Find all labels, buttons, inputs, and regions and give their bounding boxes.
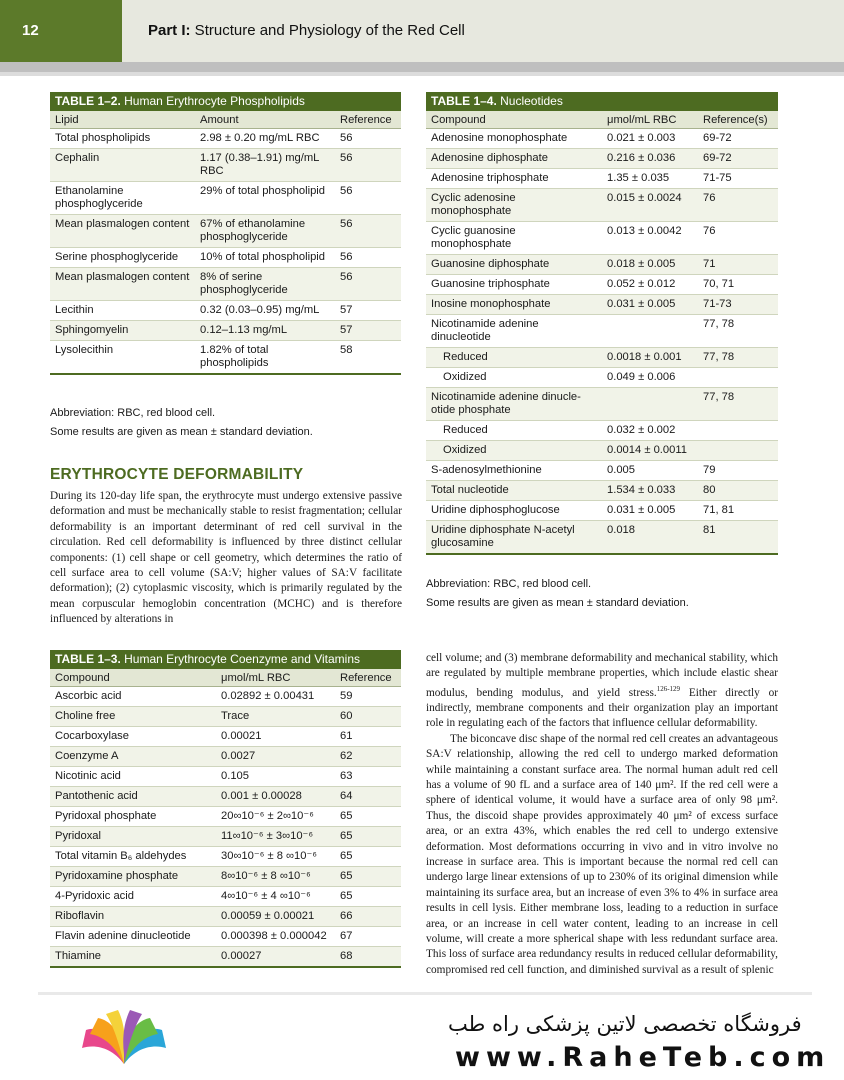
store-name: فروشگاه تخصصی لاتین پزشکی راه طب (448, 1012, 802, 1036)
row-label: Lysolecithin (50, 341, 195, 375)
row-label: Cocarboxylase (50, 727, 216, 747)
row-value: 0.031 ± 0.005 (602, 295, 698, 315)
table-row (426, 388, 778, 421)
row-label: Uridine diphosphoglucose (426, 501, 602, 521)
row-reference: 71-75 (698, 169, 778, 189)
row-value: 1.534 ± 0.033 (602, 481, 698, 501)
table-row (426, 315, 778, 348)
body-text-left (50, 489, 402, 628)
row-label: Cephalin (50, 149, 195, 182)
page-number-box (0, 0, 122, 62)
table-1-4-notes (426, 575, 689, 613)
page-edge (38, 992, 812, 995)
row-label: Mean plasmalogen content (50, 215, 195, 248)
row-label: Mean plasmalogen content (50, 268, 195, 301)
part-label: Part I: (148, 22, 191, 39)
row-label: Total phospholipids (50, 129, 195, 149)
row-value: 8% of serine phosphoglyceride (195, 268, 335, 301)
table-number: TABLE 1–3. (55, 652, 121, 666)
row-reference: 71, 81 (698, 501, 778, 521)
table-row (50, 887, 401, 907)
table-1-2-notes (50, 404, 313, 442)
body-text-right (426, 651, 778, 992)
row-value: 0.018 (602, 521, 698, 555)
row-label: Reduced (426, 421, 602, 441)
column-header: Reference (335, 111, 401, 129)
row-value (602, 388, 698, 421)
row-label: Ethanolamine phosphoglyceride (50, 182, 195, 215)
row-value: 0.049 ± 0.006 (602, 368, 698, 388)
table-header-row (50, 669, 401, 687)
row-value: 0.001 ± 0.00028 (216, 787, 335, 807)
row-label: Adenosine monophosphate (426, 129, 602, 149)
row-value: 2.98 ± 0.20 mg/mL RBC (195, 129, 335, 149)
table-1-2 (50, 92, 401, 375)
table-row (50, 927, 401, 947)
table-row (50, 747, 401, 767)
table-number: TABLE 1–4. (431, 94, 497, 108)
row-value: 20∞10⁻⁶ ± 2∞10⁻⁶ (216, 807, 335, 827)
header-divider-light (0, 72, 844, 76)
section-title: ERYTHROCYTE DEFORMABILITY (50, 466, 304, 483)
row-reference: 63 (335, 767, 401, 787)
table-row (426, 129, 778, 149)
row-reference: 76 (698, 222, 778, 255)
row-reference: 68 (335, 947, 401, 968)
coenzyme-vitamins-table (50, 669, 401, 968)
row-reference: 65 (335, 827, 401, 847)
row-label: Adenosine diphosphate (426, 149, 602, 169)
column-header: Reference (335, 669, 401, 687)
row-reference: 65 (335, 867, 401, 887)
row-reference: 61 (335, 727, 401, 747)
paragraph: During its 120-day life span, the erythrocyte must undergo extensive passive deformation and must be mechanically stable to resist fragmentation; cellular deformability is an important determinant of red cell survival in the circulation. Red cell deformability is influenced by three distinct cellular components: (1) cell shape or cell geometry, which determines the ratio of cell surface area to cell volume (SA:V; higher values of SA:V facilitate deformation); (2) cytoplasmic viscosity, which is primarily regulated by the mean corpuscular hemoglobin concentration (MCHC) and is therefore influenced by alterations in (50, 490, 402, 626)
row-value: Trace (216, 707, 335, 727)
row-value: 0.105 (216, 767, 335, 787)
row-reference: 65 (335, 847, 401, 867)
row-reference: 65 (335, 887, 401, 907)
table-row (50, 947, 401, 968)
table-row (50, 321, 401, 341)
row-label: Lecithin (50, 301, 195, 321)
table-row (50, 129, 401, 149)
row-reference: 62 (335, 747, 401, 767)
table-title: Human Erythrocyte Coenzyme and Vitamins (120, 652, 361, 666)
table-1-3 (50, 650, 401, 968)
header-divider (0, 62, 844, 72)
row-reference: 56 (335, 149, 401, 182)
table-number: TABLE 1–2. (55, 94, 121, 108)
paragraph-text: Either directly or indirectly, membrane components and their organization play an important role in regulating each of the factors that influence cellular deformability. (426, 686, 778, 730)
table-row (426, 255, 778, 275)
row-reference: 76 (698, 189, 778, 222)
row-value: 0.013 ± 0.0042 (602, 222, 698, 255)
table-row (50, 268, 401, 301)
phospholipids-table (50, 111, 401, 375)
row-value: 67% of ethanolamine phosphoglyceride (195, 215, 335, 248)
row-reference: 56 (335, 215, 401, 248)
row-label: Flavin adenine dinucleotide (50, 927, 216, 947)
table-row (50, 787, 401, 807)
row-reference: 60 (335, 707, 401, 727)
row-label: Guanosine triphosphate (426, 275, 602, 295)
row-reference: 56 (335, 182, 401, 215)
row-value: 0.005 (602, 461, 698, 481)
row-value: 4∞10⁻⁶ ± 4 ∞10⁻⁶ (216, 887, 335, 907)
table-row (426, 149, 778, 169)
row-label: Adenosine triphosphate (426, 169, 602, 189)
row-value: 1.35 ± 0.035 (602, 169, 698, 189)
row-label: Pyridoxal phosphate (50, 807, 216, 827)
table-row (50, 687, 401, 707)
citation-sup: 126-129 (656, 684, 681, 693)
table-row (50, 907, 401, 927)
table-row (50, 341, 401, 375)
table-row (50, 727, 401, 747)
table-header-row (50, 111, 401, 129)
row-label: Inosine monophosphate (426, 295, 602, 315)
column-header: Compound (50, 669, 216, 687)
column-header: Reference(s) (698, 111, 778, 129)
table-row (426, 348, 778, 368)
row-value: 29% of total phospholipid (195, 182, 335, 215)
row-label: Oxidized (426, 441, 602, 461)
row-reference: 64 (335, 787, 401, 807)
column-header: Lipid (50, 111, 195, 129)
row-value: 1.17 (0.38–1.91) mg/mL RBC (195, 149, 335, 182)
table-caption (426, 92, 778, 111)
row-reference (698, 368, 778, 388)
nucleotides-table (426, 111, 778, 555)
mean-sd-note: Some results are given as mean ± standard deviation. (426, 597, 689, 609)
row-label: Nicotinamide adenine dinucle-otide phosphate (426, 388, 602, 421)
row-label: Guanosine diphosphate (426, 255, 602, 275)
row-label: Cyclic adenosine monophosphate (426, 189, 602, 222)
table-row (426, 275, 778, 295)
table-row (426, 461, 778, 481)
row-value: 0.021 ± 0.003 (602, 129, 698, 149)
row-value: 1.82% of total phospholipids (195, 341, 335, 375)
table-header-row (426, 111, 778, 129)
table-row (50, 847, 401, 867)
row-label: Total vitamin B₆ aldehydes (50, 847, 216, 867)
row-label: Nicotinic acid (50, 767, 216, 787)
table-title: Human Erythrocyte Phospholipids (120, 94, 305, 108)
table-row (50, 149, 401, 182)
table-row (426, 368, 778, 388)
row-value: 30∞10⁻⁶ ± 8 ∞10⁻⁶ (216, 847, 335, 867)
row-value: 0.32 (0.03–0.95) mg/mL (195, 301, 335, 321)
row-value: 0.000398 ± 0.000042 (216, 927, 335, 947)
row-label: Ascorbic acid (50, 687, 216, 707)
row-label: Uridine diphosphate N-acetyl glucosamine (426, 521, 602, 555)
row-label: Oxidized (426, 368, 602, 388)
row-label: 4-Pyridoxic acid (50, 887, 216, 907)
table-row (426, 521, 778, 555)
row-label: Nicotinamide adenine dinucleotide (426, 315, 602, 348)
row-value: 0.018 ± 0.005 (602, 255, 698, 275)
row-label: Choline free (50, 707, 216, 727)
row-value: 0.216 ± 0.036 (602, 149, 698, 169)
row-label: Pyridoxamine phosphate (50, 867, 216, 887)
row-reference: 77, 78 (698, 315, 778, 348)
table-row (50, 707, 401, 727)
row-value: 0.015 ± 0.0024 (602, 189, 698, 222)
paragraph (426, 651, 778, 732)
table-row (426, 441, 778, 461)
table-row (50, 867, 401, 887)
row-reference: 81 (698, 521, 778, 555)
row-reference: 77, 78 (698, 348, 778, 368)
column-header: Amount (195, 111, 335, 129)
table-row (426, 295, 778, 315)
abbreviation-note: Abbreviation: RBC, red blood cell. (50, 407, 216, 419)
row-label: Pantothenic acid (50, 787, 216, 807)
column-header: μmol/mL RBC (602, 111, 698, 129)
table-row (50, 248, 401, 268)
table-row (426, 501, 778, 521)
abbreviation-note: Abbreviation: RBC, red blood cell. (426, 578, 592, 590)
page-header (0, 0, 844, 62)
row-value: 0.031 ± 0.005 (602, 501, 698, 521)
row-label: Pyridoxal (50, 827, 216, 847)
row-value: 0.00059 ± 0.00021 (216, 907, 335, 927)
table-row (50, 827, 401, 847)
row-reference: 71-73 (698, 295, 778, 315)
row-label: Sphingomyelin (50, 321, 195, 341)
row-value: 0.0018 ± 0.001 (602, 348, 698, 368)
row-reference: 69-72 (698, 149, 778, 169)
table-row (50, 182, 401, 215)
table-row (50, 215, 401, 248)
row-value: 8∞10⁻⁶ ± 8 ∞10⁻⁶ (216, 867, 335, 887)
table-title: Nucleotides (496, 94, 563, 108)
row-reference: 66 (335, 907, 401, 927)
row-reference: 80 (698, 481, 778, 501)
row-label: S-adenosylmethionine (426, 461, 602, 481)
table-caption (50, 92, 401, 111)
row-value: 0.00021 (216, 727, 335, 747)
row-reference: 59 (335, 687, 401, 707)
table-row (50, 807, 401, 827)
row-value: 0.12–1.13 mg/mL (195, 321, 335, 341)
row-reference: 70, 71 (698, 275, 778, 295)
table-caption (50, 650, 401, 669)
row-label: Thiamine (50, 947, 216, 968)
row-reference: 77, 78 (698, 388, 778, 421)
table-row (426, 481, 778, 501)
row-reference (698, 421, 778, 441)
table-row (426, 189, 778, 222)
row-label: Coenzyme A (50, 747, 216, 767)
row-label: Serine phosphoglyceride (50, 248, 195, 268)
row-value: 10% of total phospholipid (195, 248, 335, 268)
row-value: 11∞10⁻⁶ ± 3∞10⁻⁶ (216, 827, 335, 847)
row-reference: 79 (698, 461, 778, 481)
table-row (426, 222, 778, 255)
row-reference: 71 (698, 255, 778, 275)
paragraph-text: cell volume; and (3) membrane deformability and mechanical stability, which are regulated by multiple membrane properties, which include elastic shear modulus, bending modulus, and yield stress. (426, 652, 778, 699)
row-reference: 56 (335, 248, 401, 268)
row-label: Cyclic guanosine monophosphate (426, 222, 602, 255)
row-reference: 57 (335, 321, 401, 341)
row-value: 0.00027 (216, 947, 335, 968)
part-title: Structure and Physiology of the Red Cell (190, 22, 465, 39)
row-reference: 65 (335, 807, 401, 827)
row-reference (698, 441, 778, 461)
column-header: Compound (426, 111, 602, 129)
page-number: 12 (22, 22, 39, 39)
row-reference: 56 (335, 129, 401, 149)
row-reference: 57 (335, 301, 401, 321)
row-value: 0.0014 ± 0.0011 (602, 441, 698, 461)
row-value: 0.032 ± 0.002 (602, 421, 698, 441)
row-value: 0.052 ± 0.012 (602, 275, 698, 295)
row-reference: 58 (335, 341, 401, 375)
row-value: 0.02892 ± 0.00431 (216, 687, 335, 707)
row-label: Riboflavin (50, 907, 216, 927)
row-reference: 56 (335, 268, 401, 301)
row-reference: 69-72 (698, 129, 778, 149)
running-head (148, 22, 465, 39)
column-header: μmol/mL RBC (216, 669, 335, 687)
table-row (50, 767, 401, 787)
table-row (50, 301, 401, 321)
table-1-4 (426, 92, 778, 555)
table-row (426, 421, 778, 441)
row-reference: 67 (335, 927, 401, 947)
row-value (602, 315, 698, 348)
table-row (426, 169, 778, 189)
mean-sd-note: Some results are given as mean ± standard deviation. (50, 426, 313, 438)
paragraph: The biconcave disc shape of the normal red cell creates an advantageous SA:V relationship, allowing the red cell to undergo marked deformation while maintaining a constant surface area. The normal human adult red cell has a volume of 90 fL and a surface area of 140 μm². If the red cell were a sphere of identical volume, it would have a surface area of only 98 μm². Thus, the discoid shape provides approximately 40 μm² of excess surface area, or an extra 43%, which enables the red cell to undergo extensive deformation. Most deformations occurring in vivo and in vitro involve no increase in surface area. This is important because the normal red cell can undergo large linear extensions of up to 230% of its original dimension while maintaining its surface area, but an increase of even 3% to 4% in surface area results in cell lysis. Either membrane loss, leading to a reduction in surface area, or an increase in cell water content, leading to an increase in cell volume, will create a more spherical shape with less redundant surface area. This loss of surface area redundancy results in reduced cellular deformability, compromised red cell function, and diminished survival as a result of splenic (426, 732, 778, 976)
row-value: 0.0027 (216, 747, 335, 767)
open-book-logo-icon (78, 1008, 170, 1072)
row-label: Reduced (426, 348, 602, 368)
row-label: Total nucleotide (426, 481, 602, 501)
store-url: www.RaheTeb.com (455, 1042, 831, 1073)
